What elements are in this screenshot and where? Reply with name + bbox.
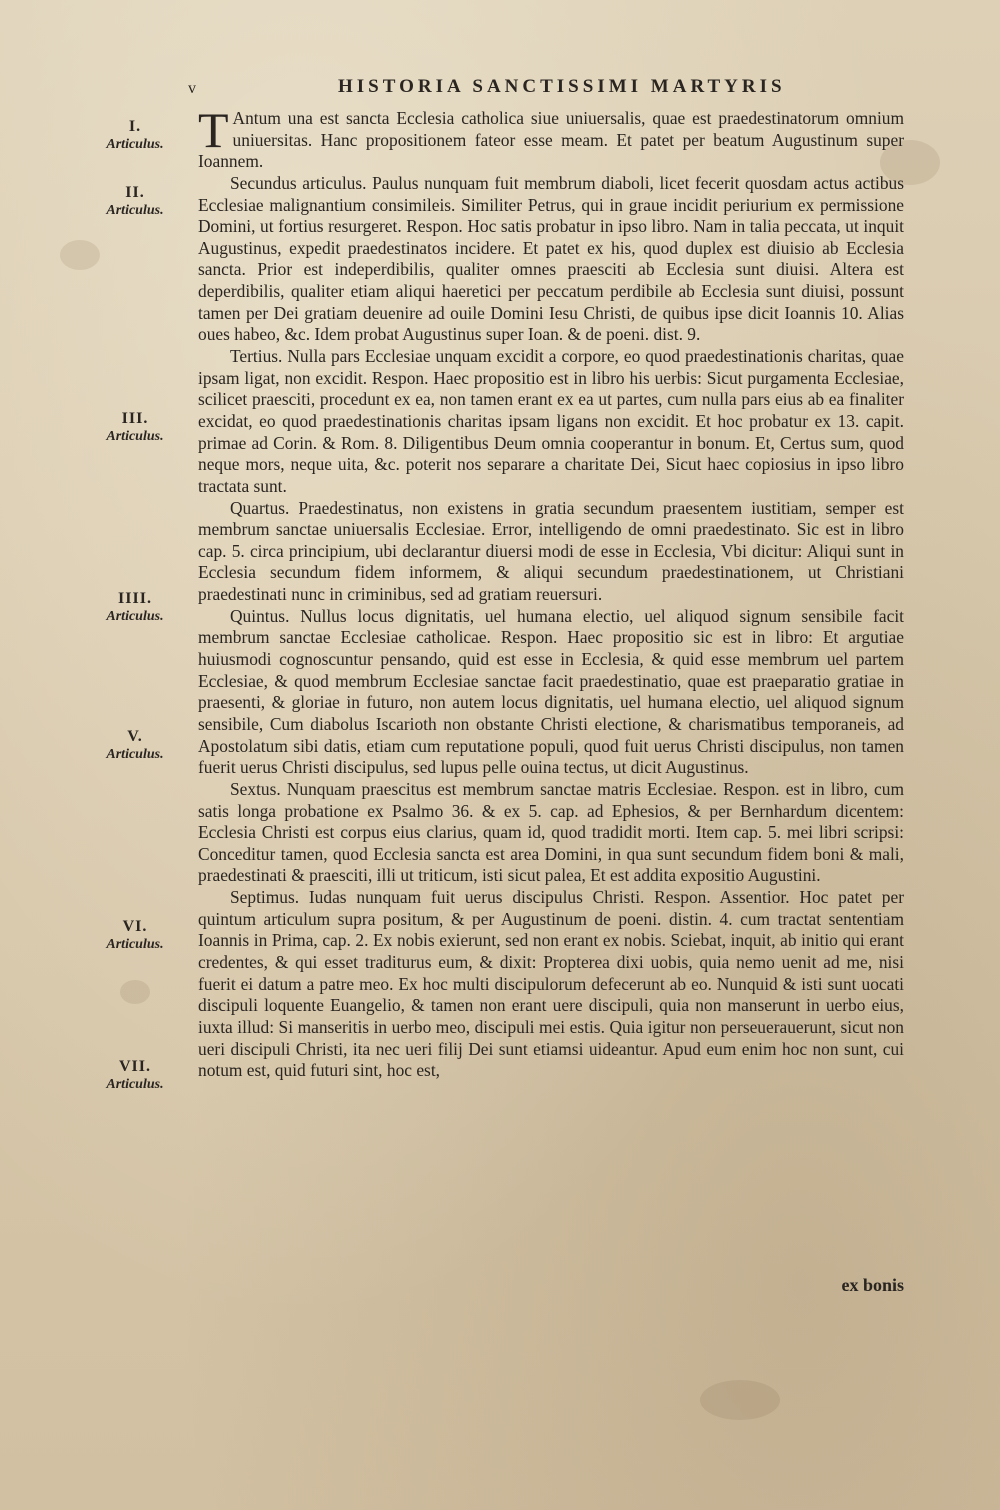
page-header <box>188 76 908 106</box>
margin-note <box>80 118 190 154</box>
article-number: I. <box>128 118 142 135</box>
stain <box>60 240 100 270</box>
article-number: V. <box>127 728 143 745</box>
paragraph-article-4: Quartus. Praedestinatus, non existens in gratia secundum praesentem iustitiam, semper est membrum sanctae uniuersalis Ecclesiae. Error, intelligendo de omni praedestinato. Sic est in libro cap. 5. circa principium, ubi declarantur diuersi modi de esse in Ecclesia, Vbi dicitur: Aliqui sunt in Ecclesia secundum fidem informem, & aliqui secundum praedestinationem, ut Christiani praedestinati nunc in criminibus, sed ad gratiam reuersuri. <box>198 497 904 605</box>
paragraph-text: Antum una est sancta Ecclesia catholica siue uniuersalis, quae est praedestinatorum omnium uniuersitas. Hanc propositionem fateor esse meam. Et patet per beatum Augustinum super Ioannem. <box>198 108 904 172</box>
running-title: HISTORIA SANCTISSIMI MARTYRIS <box>338 76 786 97</box>
article-number: III. <box>121 410 149 427</box>
folio-number: v <box>188 80 197 97</box>
margin-note <box>80 1058 190 1094</box>
paragraph-article-2: Secundus articulus. Paulus nunquam fuit membrum diaboli, licet fecerit quosdam actus actibus Ecclesiae malignantium consimileis. Similiter Petrus, qui in graue incidit periurium ex permissione Domini, ut fortius resurgeret. Respon. Hoc satis probatur in ipso libro. Nam in talia peccata, ut inquit Augustinus, expedit praedestinatos incidere. Et patet ex his, quod duplex est diuisio ab Ecclesia sancta. Prior est indeperdibilis, qualiter omnes praesciti ab Ecclesia sunt diuisi. Altera est deperdibilis, qualiter etiam aliqui haeretici per peccatum perdibile ab Ecclesia sunt diuisi, possunt tamen per Dei gratiam deuenire ad ouile Domini Iesu Christi, de quibus ipse dicit Ioannis 10. Alias oues habeo, &c. Idem probat Augustinus super Ioan. & de poeni. dist. 9. <box>198 172 904 345</box>
margin-note <box>80 590 190 626</box>
margin-note <box>80 184 190 220</box>
article-number: VII. <box>118 1058 151 1075</box>
article-label: Articulus. <box>106 747 164 762</box>
stain <box>700 1380 780 1420</box>
article-label: Articulus. <box>106 429 164 444</box>
paragraph-article-6: Sextus. Nunquam praescitus est membrum sanctae matris Ecclesiae. Respon. est in libro, cum satis longa probatione ex Psalmo 36. & ex 5. cap. ad Ephesios, & per Bernhardum dicentem: Ecclesia Christi est corpus eius clarius, quam id, quod tradidit morti. Item cap. 5. mei libri scripsi: Conceditur tamen, quod Ecclesia sancta est area Domini, in qua sunt secundum fidem boni & mali, praedestinati & praesciti, illi ut triticum, isti sicut palea, Et est addita expositio Augustini. <box>198 778 904 886</box>
catchword: ex bonis <box>841 1275 904 1295</box>
drop-cap: T <box>198 102 229 158</box>
article-label: Articulus. <box>106 1077 164 1092</box>
stain <box>120 980 150 1004</box>
paragraph-article-5: Quintus. Nullus locus dignitatis, uel humana electio, uel aliquod signum sensibile facit membrum sanctae Ecclesiae catholicae. Respon. Haec propositio sic est in libro: Et argutiae huiusmodi cognoscuntur pensando, quid est esse in Ecclesia, & quid esse membrum uel partem Ecclesiae, & quod membrum Ecclesiae sanctae facit praedestinatio, quae est praeparatio gratiae in praesenti, & gloriae in futuro, non autem locus dignitatis, uel humana electio, uel aliquod signum sensibile, Cum diabolus Iscarioth non obstante Christi electione, & charismatibus temporaneis, ad Apostolatum sibi datis, etiam cum reputatione populi, quod fuit uerus Christi discipulus, non tamen fuerit uerus Christi discipulus, sed lupus pelle ouina tectus, ut dicit Augustinus. <box>198 605 904 778</box>
article-number: II. <box>125 184 145 201</box>
article-label: Articulus. <box>106 937 164 952</box>
paragraph-article-1 <box>198 102 904 173</box>
article-label: Articulus. <box>106 137 164 152</box>
article-label: Articulus. <box>106 609 164 624</box>
article-label: Articulus. <box>106 203 164 218</box>
article-number: IIII. <box>118 590 152 607</box>
margin-note <box>80 728 190 764</box>
paragraph-article-3: Tertius. Nulla pars Ecclesiae unquam excidit a corpore, eo quod praedestinationis charitas, quae ipsam ligat, non excidit. Respon. Haec propositio est in libro his uerbis: Sicut purgamenta Ecclesiae, scilicet praesciti, procedunt ex ea, non tamen erant ex ea ut partes, cum nulla pars eius ab ea finaliter excidat, eo quod praedestinationis charitas ipsam ligans non excidit. Et hoc probatur ex 13. capit. primae ad Corin. & Rom. 8. Diligentibus Deum omnia cooperantur in bonum. Et, Certus sum, quod neque mors, neque uita, &c. poterit nos separare a charitate Dei, Sicut haec copiosius in ipso libro tractata sunt. <box>198 346 904 496</box>
main-text <box>198 102 904 1082</box>
paragraph-article-7: Septimus. Iudas nunquam fuit uerus discipulus Christi. Respon. Assentior. Hoc patet per quintum articulum supra positum, & per Augustinum de poeni. distin. 4. cum tractat sententiam Ioannis in Prima, cap. 2. Ex nobis exierunt, sed non erant ex nobis. Sciebat, inquit, ab initio qui erant credentes, & qui esset traditurus eum, & dixit: Propterea dixi uobis, quia nemo uenit ad me, nisi fuerit ei datum a patre meo. Ex hoc multi discipulorum defecerunt ab eo. Nunquid & isti sunt uocati discipuli loquente Euangelio, & tamen non erant uere discipuli, quia non manserunt in uerbo eius, iuxta illud: Si manseritis in uerbo meo, discipuli mei estis. Quia igitur non perseuerauerunt, sicut non ueri discipuli Christi, ita nec ueri filij Dei sunt etiamsi uideantur. Apud eum enim hoc non sunt, cui notum est, quid futuri sint, hoc est, <box>198 887 904 1081</box>
margin-note <box>80 410 190 446</box>
article-number: VI. <box>122 918 148 935</box>
margin-note <box>80 918 190 954</box>
